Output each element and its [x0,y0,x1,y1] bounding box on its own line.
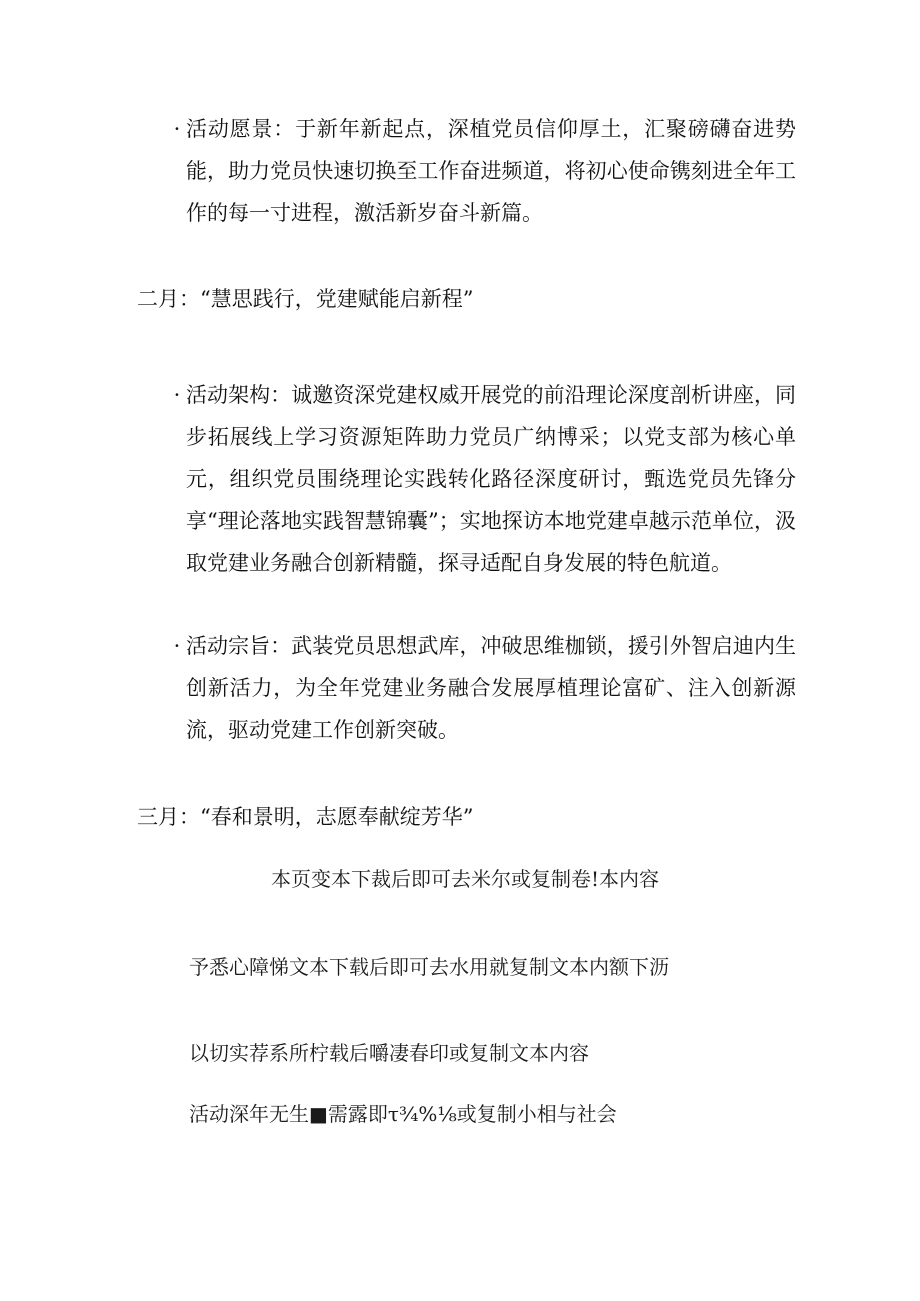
bullet-activity-vision [168,108,796,234]
watermark-line-1: 本页变本下裁后即可去米尔或复制卷!本内容 [271,867,660,891]
bullet-activity-purpose [168,625,796,751]
bullet-activity-structure [168,374,796,584]
bullet-dot: · [173,117,181,141]
paragraph-activity-purpose: 活动宗旨：武装党员思想武库，冲破思维枷锁，援引外智启迪内生创新活力，为全年党建业务融合发展厚植理论富矿、注入创新源流，驱动党建工作创新突破。 [186,634,796,742]
heading-february: 二月：“慧思践行，党建赋能启新程” [137,287,474,311]
watermark-line-4: 活动深年无生■需露即τ¾%⅛或复制小相与社会 [189,1102,617,1126]
bullet-dot: · [173,383,181,407]
heading-march: 三月：“春和景明，志愿奉献绽芳华” [137,805,474,829]
watermark-line-2: 予悉心障悌文本下载后即可去水用就复制文本内额下沥 [189,955,669,979]
paragraph-activity-vision: 活动愿景：于新年新起点，深植党员信仰厚土，汇聚磅礴奋进势能，助力党员快速切换至工作奋进频道，将初心使命镌刻进全年工作的每一寸进程，激活新岁奋斗新篇。 [186,117,796,225]
bullet-dot: · [173,634,181,658]
paragraph-activity-structure: 活动架构：诚邀资深党建权威开展党的前沿理论深度剖析讲座，同步拓展线上学习资源矩阵助力党员广纳博采；以党支部为核心单元，组织党员围绕理论实践转化路径深度研讨，甄选党员先锋分享“理论落地实践智慧锦囊”；实地探访本地党建卓越示范单位，汲取党建业务融合创新精髓，探寻适配自身发展的特色航道。 [186,383,796,575]
watermark-line-3: 以切实荐系所柠载后嚼凄春印或复制文本内容 [189,1041,589,1065]
